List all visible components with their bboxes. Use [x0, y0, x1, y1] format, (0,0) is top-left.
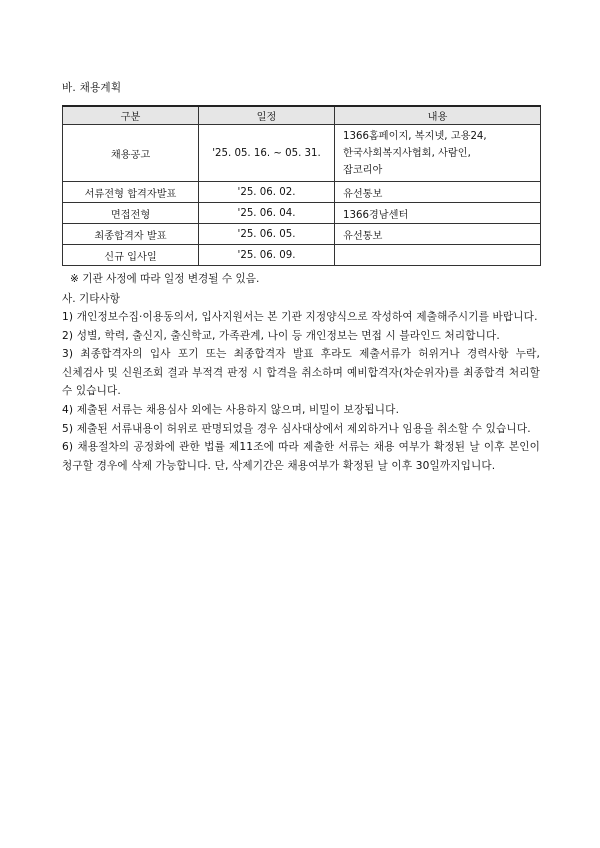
cell-category: 서류전형 합격자발표	[63, 182, 199, 203]
cell-schedule: '25. 05. 16. ~ 05. 31.	[199, 125, 335, 182]
cell-content-line: 잡코리아	[343, 164, 383, 176]
hiring-schedule-table	[62, 105, 541, 266]
list-item: 3) 최종합격자의 입사 포기 또는 최종합격자 발표 후라도 제출서류가 허위거나 경력사항 누락, 신체검사 및 신원조회 결과 부적격 판정 시 합격을 취소하며 예비합격자(차순위자)를 최종합격 처리할 수 있습니다.	[62, 348, 540, 398]
cell-schedule: '25. 06. 05.	[199, 224, 335, 245]
list-item: 6) 채용절차의 공정화에 관한 법률 제11조에 따라 제출한 서류는 채용 여부가 확정된 날 이후 본인이 청구할 경우에 삭제 가능합니다. 단, 삭제기간은 채용여부가 확정된 날 이후 30일까지입니다.	[62, 441, 540, 472]
cell-content: 1366경남센터	[335, 203, 541, 224]
list-item: 2) 성별, 학력, 출신지, 출신학교, 가족관계, 나이 등 개인정보는 면접 시 블라인드 처리합니다.	[62, 329, 500, 342]
header-schedule: 일정	[199, 106, 335, 125]
cell-content-line: 1366홈페이지, 복지넷, 고용24,	[343, 130, 487, 142]
section-title-other-matters: 사. 기타사항	[62, 293, 120, 305]
cell-schedule: '25. 06. 09.	[199, 245, 335, 266]
cell-content-line: 한국사회복지사협회, 사람인,	[343, 147, 471, 159]
table-row	[63, 182, 541, 203]
cell-category: 면접전형	[63, 203, 199, 224]
cell-content: 유선통보	[335, 182, 541, 203]
other-matters-list	[62, 308, 540, 475]
header-content: 내용	[335, 106, 541, 125]
cell-category: 최종합격자 발표	[63, 224, 199, 245]
table-row	[63, 203, 541, 224]
table-row	[63, 224, 541, 245]
section-title-hiring-plan: 바. 채용계획	[62, 82, 122, 94]
header-category: 구분	[63, 106, 199, 125]
cell-category: 채용공고	[63, 125, 199, 182]
cell-content	[335, 125, 541, 182]
list-item: 5) 제출된 서류내용이 허위로 판명되었을 경우 심사대상에서 제외하거나 임용을 취소할 수 있습니다.	[62, 422, 531, 435]
cell-schedule: '25. 06. 02.	[199, 182, 335, 203]
table-header-row	[63, 106, 541, 125]
cell-category: 신규 입사일	[63, 245, 199, 266]
cell-content	[335, 245, 541, 266]
table-row	[63, 125, 541, 182]
cell-schedule: '25. 06. 04.	[199, 203, 335, 224]
table-row	[63, 245, 541, 266]
list-item: 1) 개인정보수집·이용동의서, 입사지원서는 본 기관 지정양식으로 작성하여 제출해주시기를 바랍니다.	[62, 311, 538, 323]
cell-content: 유선통보	[335, 224, 541, 245]
list-item: 4) 제출된 서류는 채용심사 외에는 사용하지 않으며, 비밀이 보장됩니다.	[62, 403, 400, 416]
schedule-change-note: ※ 기관 사정에 따라 일정 변경될 수 있음.	[70, 273, 260, 285]
